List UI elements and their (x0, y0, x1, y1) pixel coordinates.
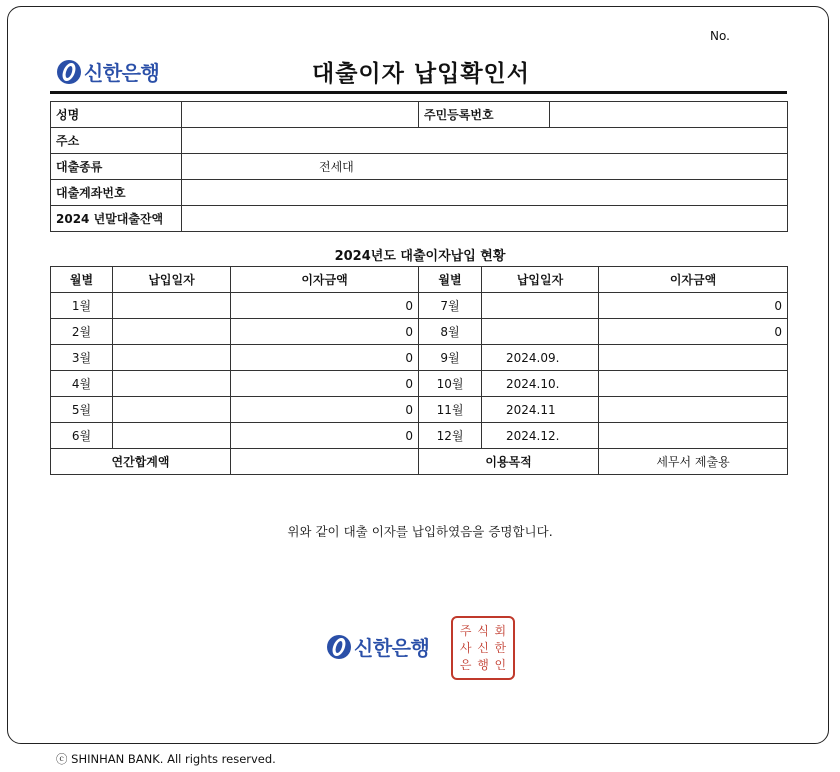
purpose-label: 이용목적 (419, 449, 599, 475)
date-header: 납입일자 (482, 267, 599, 293)
annual-total-value (231, 449, 419, 475)
title-rule (50, 91, 787, 94)
name-value (182, 102, 419, 128)
date-cell (113, 397, 231, 423)
month-cell: 7월 (419, 293, 482, 319)
loan-type-value: 전세대 (182, 154, 788, 180)
bank-logo-text: 신한은행 (84, 61, 160, 85)
shinhan-logo-icon (57, 60, 81, 84)
month-cell: 3월 (51, 345, 113, 371)
seal-char: 한 (494, 640, 507, 655)
month-cell: 8월 (419, 319, 482, 345)
payment-row (51, 423, 788, 449)
date-cell: 2024.11 (482, 397, 599, 423)
date-cell (113, 293, 231, 319)
balance-value (182, 206, 788, 232)
account-value (182, 180, 788, 206)
month-cell: 2월 (51, 319, 113, 345)
date-cell (113, 423, 231, 449)
rrn-value (550, 102, 788, 128)
amount-cell: 0 (231, 397, 419, 423)
copyright-footer: ⓒ SHINHAN BANK. All rights reserved. (56, 752, 276, 766)
amount-cell: 0 (231, 293, 419, 319)
month-cell: 10월 (419, 371, 482, 397)
month-cell: 11월 (419, 397, 482, 423)
shinhan-logo-icon (327, 635, 351, 659)
seal-char: 행 (477, 658, 489, 673)
document-number-label: No. (710, 29, 730, 43)
seal-char: 주 (459, 623, 472, 638)
month-cell: 9월 (419, 345, 482, 371)
amount-cell: 0 (599, 293, 788, 319)
amount-cell: 0 (599, 319, 788, 345)
document-title: 대출이자 납입확인서 (312, 61, 530, 87)
payment-header-row (51, 267, 788, 293)
month-header: 월별 (51, 267, 113, 293)
amount-cell (599, 345, 788, 371)
interest-payment-table (50, 266, 788, 475)
amount-cell: 0 (231, 345, 419, 371)
bank-logo (57, 57, 159, 86)
seal-char: 회 (494, 623, 507, 638)
amount-header: 이자금액 (599, 267, 788, 293)
seal-char: 사 (459, 640, 472, 655)
payment-row (51, 293, 788, 319)
balance-row (51, 206, 788, 232)
address-label: 주소 (51, 128, 182, 154)
bank-logo-bottom (327, 632, 429, 661)
account-row (51, 180, 788, 206)
payment-row (51, 397, 788, 423)
payment-row (51, 371, 788, 397)
month-cell: 5월 (51, 397, 113, 423)
date-cell (113, 371, 231, 397)
month-cell: 6월 (51, 423, 113, 449)
month-header: 월별 (419, 267, 482, 293)
account-label: 대출계좌번호 (51, 180, 182, 206)
name-row (51, 102, 788, 128)
date-cell (113, 319, 231, 345)
date-cell: 2024.12. (482, 423, 599, 449)
amount-cell (599, 397, 788, 423)
summary-row (51, 449, 788, 475)
month-cell: 12월 (419, 423, 482, 449)
loan-type-row (51, 154, 788, 180)
amount-cell: 0 (231, 423, 419, 449)
address-value (182, 128, 788, 154)
date-header: 납입일자 (113, 267, 231, 293)
seal-char: 식 (477, 623, 489, 638)
month-cell: 4월 (51, 371, 113, 397)
address-row (51, 128, 788, 154)
month-cell: 1월 (51, 293, 113, 319)
loan-type-label: 대출종류 (51, 154, 182, 180)
amount-cell (599, 423, 788, 449)
annual-total-label: 연간합계액 (51, 449, 231, 475)
date-cell (113, 345, 231, 371)
purpose-value: 세무서 제출용 (599, 449, 788, 475)
balance-label: 2024 년말대출잔액 (51, 206, 182, 232)
seal-char: 신 (477, 640, 489, 655)
amount-cell: 0 (231, 319, 419, 345)
date-cell (482, 293, 599, 319)
amount-cell (599, 371, 788, 397)
amount-header: 이자금액 (231, 267, 419, 293)
date-cell (482, 319, 599, 345)
certification-statement: 위와 같이 대출 이자를 납입하였음을 증명합니다. (287, 524, 553, 539)
payment-row (51, 345, 788, 371)
official-seal-stamp (451, 616, 515, 680)
rrn-label: 주민등록번호 (419, 102, 550, 128)
payment-section-title: 2024년도 대출이자납입 현황 (334, 249, 506, 264)
seal-char: 은 (459, 658, 472, 673)
payment-row (51, 319, 788, 345)
name-label: 성명 (51, 102, 182, 128)
date-cell: 2024.09. (482, 345, 599, 371)
date-cell: 2024.10. (482, 371, 599, 397)
seal-char: 인 (494, 658, 507, 673)
borrower-info-table (50, 101, 788, 232)
amount-cell: 0 (231, 371, 419, 397)
bank-logo-text: 신한은행 (354, 636, 430, 660)
